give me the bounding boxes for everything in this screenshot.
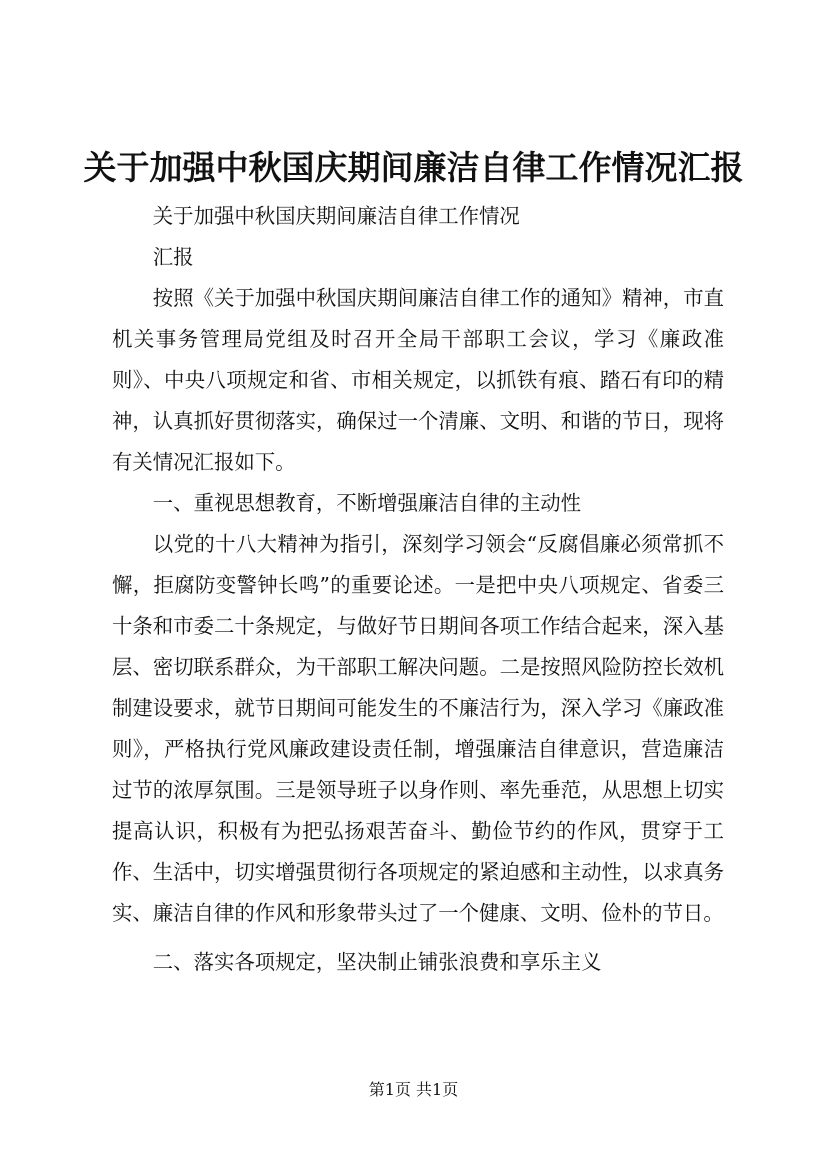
page-footer: 第1页 共1页 [368,1080,459,1099]
intro-paragraph: 按照《关于加强中秋国庆期间廉洁自律工作的通知》精神，市直机关事务管理局党组及时召开全局干部职工会议，学习《廉政准则》、中央八项规定和省、市相关规定，以抓铁有痕、踏石有印的精神，认真抓好贯彻落实，确保过一个清廉、文明、和谐的节日，现将有关情况汇报如下。 [112,286,724,474]
subtitle-line-1: 关于加强中秋国庆期间廉洁自律工作情况 [152,204,520,228]
document-body [112,196,724,983]
subtitle-line-2: 汇报 [152,245,194,269]
section-heading-2: 二、落实各项规定，坚决制止铺张浪费和享乐主义 [152,950,602,974]
section-heading-1: 一、重视思想教育，不断增强廉洁自律的主动性 [152,491,581,515]
document-title: 关于加强中秋国庆期间廉洁自律工作情况汇报 [83,148,744,187]
section-paragraph-1: 以党的十八大精神为指引，深刻学习领会“反腐倡廉必须常抓不懈，拒腐防变警钟长鸣”的重要论述。一是把中央八项规定、省委三十条和市委二十条规定，与做好节日期间各项工作结合起来，深入基层、密切联系群众，为干部职工解决问题。二是按照风险防控长效机制建设要求，就节日期间可能发生的不廉洁行为，深入学习《廉政准则》，严格执行党风廉政建设责任制，增强廉洁自律意识，营造廉洁过节的浓厚氛围。三是领导班子以身作则、率先垂范，从思想上切实提高认识，积极有为把弘扬艰苦奋斗、勤俭节约的作风，贯穿于工作、生活中，切实增强贯彻行各项规定的紧迫感和主动性，以求真务实、廉洁自律的作风和形象带头过了一个健康、文明、俭朴的节日。 [112,532,724,925]
